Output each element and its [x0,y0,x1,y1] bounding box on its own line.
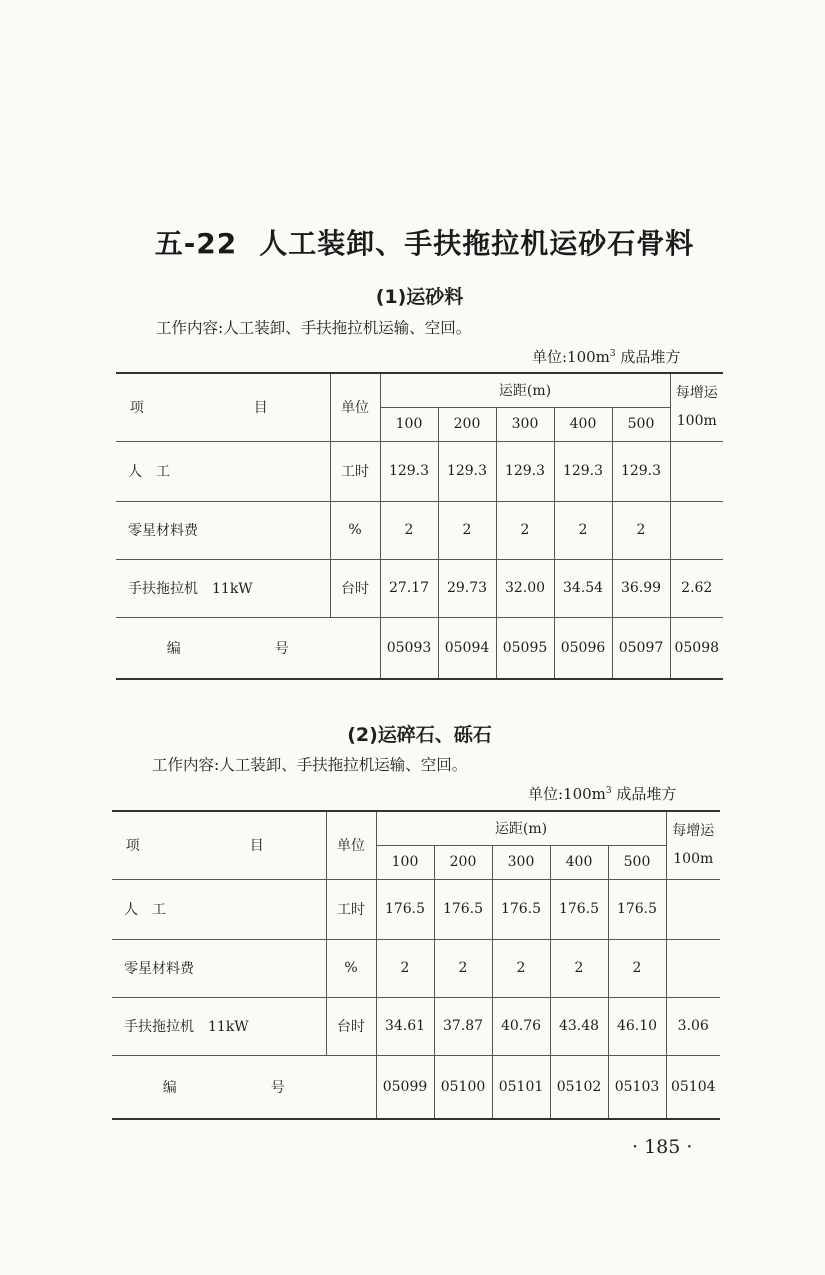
row-unit: 工时 [330,441,380,501]
table-header-row [112,811,720,845]
header-unit: 单位 [330,373,380,441]
title-text: 人工装卸、手扶拖拉机运砂石骨料 [259,227,695,260]
row-unit: 工时 [326,879,376,939]
cell: 129.3 [554,441,612,501]
row-item: 零星材料费 [112,939,326,997]
distance-200: 200 [438,407,496,441]
header-distance: 运距(m) [376,811,666,845]
table-row [116,501,723,559]
code-cell: 05104 [666,1055,720,1119]
code-cell: 05093 [380,617,438,679]
code-cell: 05098 [670,617,723,679]
table-row [112,879,720,939]
table-code-row [112,1055,720,1119]
cell: 36.99 [612,559,670,617]
cell: 2 [608,939,666,997]
row-unit: 台时 [330,559,380,617]
table-header-row [116,373,723,407]
cell: 2 [492,939,550,997]
header-extra: 每增运 100m [666,811,720,879]
cell [670,501,723,559]
cell: 34.54 [554,559,612,617]
code-cell: 05101 [492,1055,550,1119]
section-1-table [116,372,723,680]
page-title [0,222,825,262]
row-item: 手扶拖拉机 11kW [112,997,326,1055]
code-cell: 05102 [550,1055,608,1119]
code-cell: 05095 [496,617,554,679]
row-item: 人 工 [112,879,326,939]
row-unit: % [326,939,376,997]
section-2-subtitle: (2)运碎石、砾石 [347,724,492,746]
table-row [116,559,723,617]
header-unit: 单位 [326,811,376,879]
table-row [116,441,723,501]
code-label: 编 号 [112,1055,376,1119]
distance-400: 400 [550,845,608,879]
cell: 176.5 [550,879,608,939]
table-code-row [116,617,723,679]
cell: 2 [612,501,670,559]
cell [670,441,723,501]
section-1-unit: 单位$:100m^3$ 成品堆方 [532,348,681,366]
cell: 176.5 [492,879,550,939]
distance-200: 200 [434,845,492,879]
cell: 129.3 [496,441,554,501]
cell: 29.73 [438,559,496,617]
cell: 2 [554,501,612,559]
cell: 34.61 [376,997,434,1055]
section-1-subtitle: (1)运砂料 [375,286,464,308]
distance-300: 300 [492,845,550,879]
row-item: 零星材料费 [116,501,330,559]
code-cell: 05099 [376,1055,434,1119]
cell: 129.3 [612,441,670,501]
header-item: 项 目 [116,373,330,441]
cell: 46.10 [608,997,666,1055]
header-distance: 运距(m) [380,373,670,407]
cell [666,879,720,939]
cell: 40.76 [492,997,550,1055]
cell: 43.48 [550,997,608,1055]
cell: 2 [434,939,492,997]
cell: 37.87 [434,997,492,1055]
table-row [112,939,720,997]
cell: 176.5 [434,879,492,939]
distance-300: 300 [496,407,554,441]
distance-400: 400 [554,407,612,441]
cell: 129.3 [380,441,438,501]
cell: 3.06 [666,997,720,1055]
cell: 27.17 [380,559,438,617]
cell: 129.3 [438,441,496,501]
cell [666,939,720,997]
header-item: 项 目 [112,811,326,879]
distance-100: 100 [376,845,434,879]
section-1-work-content: 工作内容:人工装卸、手扶拖拉机运输、空回。 [156,319,472,337]
row-item: 人 工 [116,441,330,501]
code-cell: 05094 [438,617,496,679]
code-label: 编 号 [116,617,380,679]
code-cell: 05097 [612,617,670,679]
cell: 2 [376,939,434,997]
page-number: · 185 · [632,1136,693,1158]
distance-100: 100 [380,407,438,441]
cell: 2 [438,501,496,559]
distance-500: 500 [608,845,666,879]
code-cell: 05100 [434,1055,492,1119]
section-2-unit: 单位$:100m^3$ 成品堆方 [528,785,677,803]
code-cell: 05103 [608,1055,666,1119]
section-2-table [112,810,720,1120]
header-extra: 每增运 100m [670,373,723,441]
table-row [112,997,720,1055]
cell: 2 [496,501,554,559]
cell: 2 [380,501,438,559]
row-unit: % [330,501,380,559]
row-unit: 台时 [326,997,376,1055]
row-item: 手扶拖拉机 11kW [116,559,330,617]
cell: 2.62 [670,559,723,617]
cell: 176.5 [376,879,434,939]
distance-500: 500 [612,407,670,441]
cell: 32.00 [496,559,554,617]
title-number: 五-22 [154,227,238,260]
section-2-work-content: 工作内容:人工装卸、手扶拖拉机运输、空回。 [152,756,468,774]
code-cell: 05096 [554,617,612,679]
cell: 176.5 [608,879,666,939]
cell: 2 [550,939,608,997]
